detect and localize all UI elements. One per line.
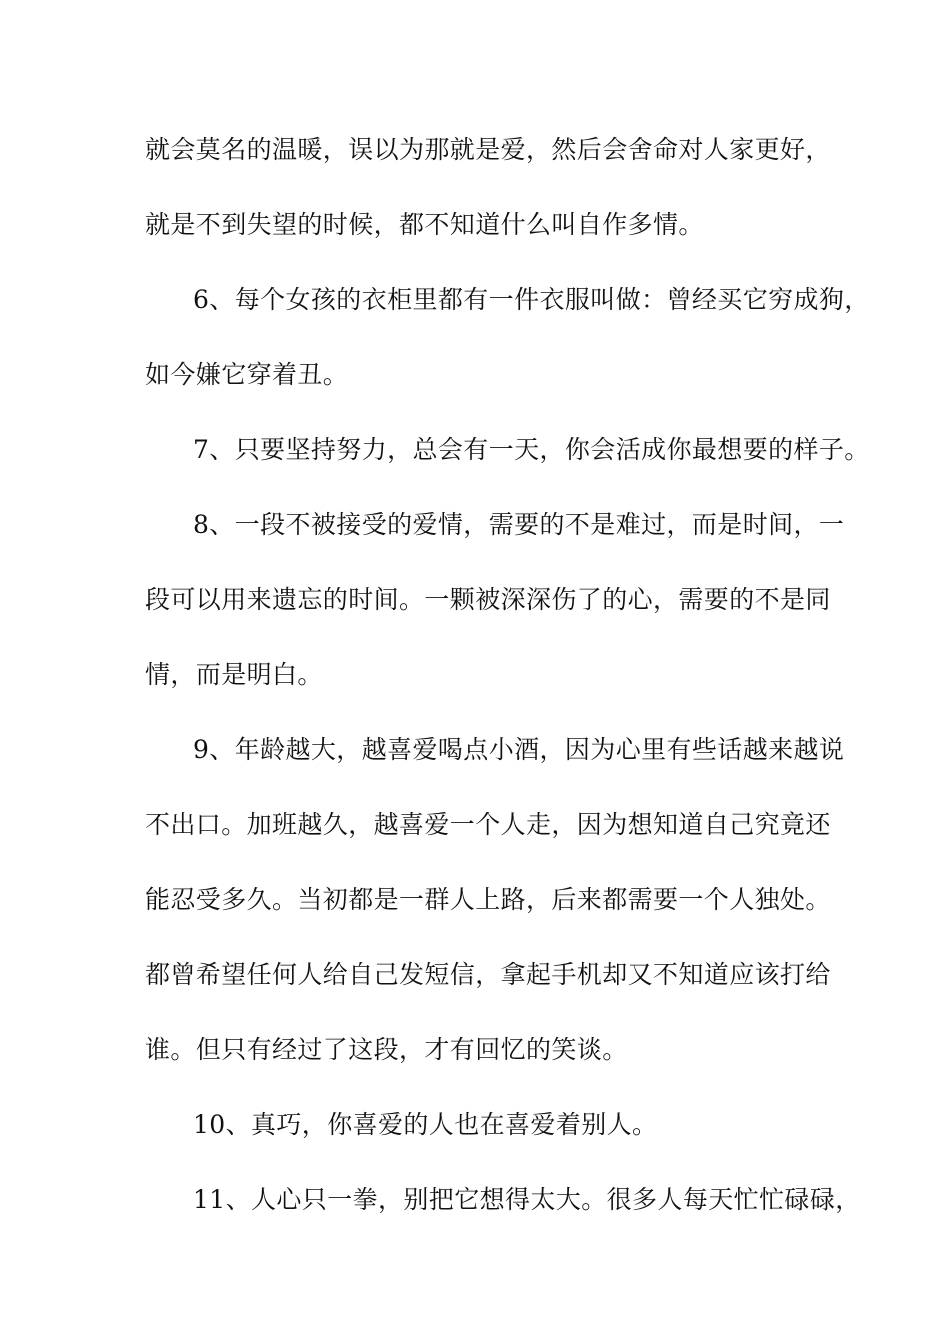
text-line: 情，而是明白。 [145, 660, 323, 689]
text-line: 不出口。加班越久，越喜爱一个人走，因为想知道自己究竟还 [145, 810, 831, 839]
paragraph-11-start: 11、人心只一拳，别把它想得太大。很多人每天忙忙碌碌， [193, 1185, 861, 1214]
paragraph-8-start: 8、一段不被接受的爱情，需要的不是难过，而是时间，一 [193, 510, 845, 539]
text-line: 段可以用来遗忘的时间。一颗被深深伤了的心，需要的不是同 [145, 585, 831, 614]
text-line: 都曾希望任何人给自己发短信，拿起手机却又不知道应该打给 [145, 960, 831, 989]
text-line: 谁。但只有经过了这段，才有回忆的笑谈。 [145, 1035, 628, 1064]
paragraph-10-start: 10、真巧，你喜爱的人也在喜爱着别人。 [193, 1110, 658, 1139]
paragraph-9-start: 9、年龄越大，越喜爱喝点小酒，因为心里有些话越来越说 [193, 735, 845, 764]
text-line: 如今嫌它穿着丑。 [145, 360, 349, 389]
text-line: 能忍受多久。当初都是一群人上路，后来都需要一个人独处。 [145, 885, 831, 914]
paragraph-6-start: 6、每个女孩的衣柜里都有一件衣服叫做：曾经买它穷成狗， [193, 285, 870, 314]
text-line: 就是不到失望的时候，都不知道什么叫自作多情。 [145, 210, 704, 239]
paragraph-7-start: 7、只要坚持努力，总会有一天，你会活成你最想要的样子。 [193, 435, 870, 464]
text-line: 就会莫名的温暖，误以为那就是爱，然后会舍命对人家更好， [145, 135, 831, 164]
